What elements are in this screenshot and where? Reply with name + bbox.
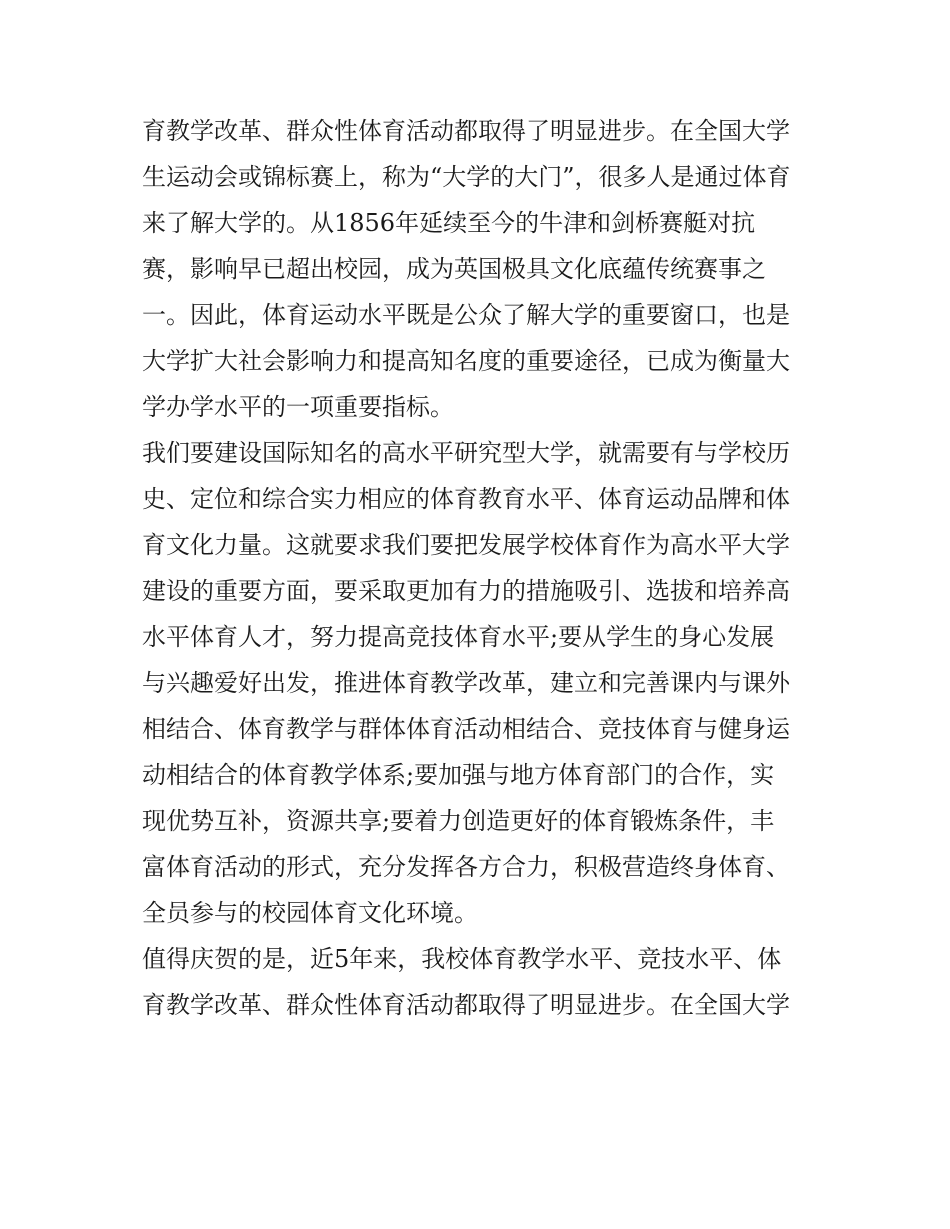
text-line: 建设的重要方面，要采取更加有力的措施吸引、选拔和培养高 [142, 577, 790, 605]
text-line: 与兴趣爱好出发，推进体育教学改革，建立和完善课内与课外 [142, 669, 790, 697]
text-line: 生运动会或锦标赛上，称为“大学的大门”，很多人是通过体育 [142, 163, 791, 191]
text-line: 水平体育人才，努力提高竞技体育水平;要从学生的身心发展 [142, 623, 775, 651]
text-line: 动相结合的体育教学体系;要加强与地方体育部门的合作，实 [142, 761, 775, 789]
text-line: 全员参与的校园体育文化环境。 [142, 899, 478, 927]
document-body [142, 108, 822, 1028]
text-line: 大学扩大社会影响力和提高知名度的重要途径，已成为衡量大 [142, 347, 790, 375]
text-line: 相结合、体育教学与群体体育活动相结合、竞技体育与健身运 [142, 715, 790, 743]
text-line: 育教学改革、群众性体育活动都取得了明显进步。在全国大学 [142, 991, 790, 1019]
text-line: 学办学水平的一项重要指标。 [142, 393, 454, 421]
text-line: 来了解大学的。从1856年延续至今的牛津和剑桥赛艇对抗 [142, 209, 756, 237]
text-line: 赛，影响早已超出校园，成为英国极具文化底蕴传统赛事之 [142, 255, 766, 283]
text-line: 一。因此，体育运动水平既是公众了解大学的重要窗口，也是 [142, 301, 790, 329]
text-line: 育文化力量。这就要求我们要把发展学校体育作为高水平大学 [142, 531, 790, 559]
text-line: 值得庆贺的是，近5年来，我校体育教学水平、竞技水平、体 [142, 945, 782, 973]
text-line: 富体育活动的形式，充分发挥各方合力，积极营造终身体育、 [142, 853, 790, 881]
text-line: 现优势互补，资源共享;要着力创造更好的体育锻炼条件，丰 [142, 807, 775, 835]
text-line: 史、定位和综合实力相应的体育教育水平、体育运动品牌和体 [142, 485, 790, 513]
text-line: 育教学改革、群众性体育活动都取得了明显进步。在全国大学 [142, 117, 790, 145]
text-line: 我们要建设国际知名的高水平研究型大学，就需要有与学校历 [142, 439, 790, 467]
